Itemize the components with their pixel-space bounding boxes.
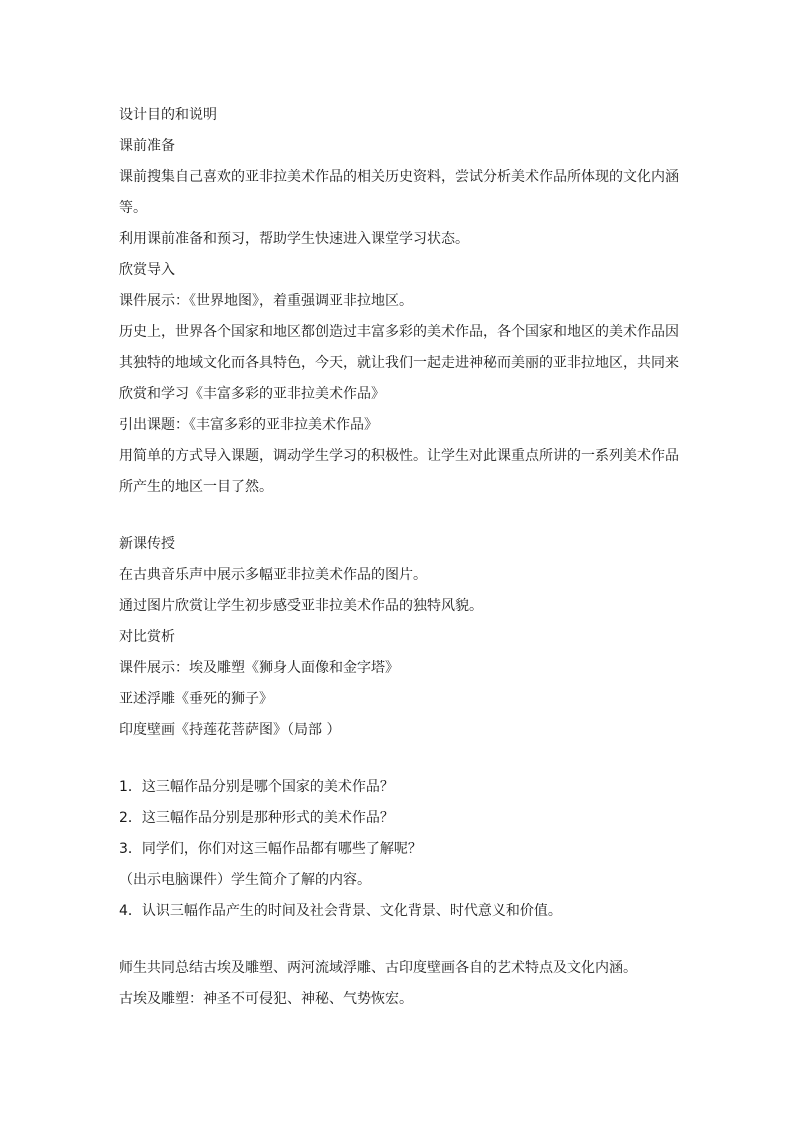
blank-line — [119, 746, 679, 772]
document-body — [119, 100, 679, 1015]
heading-new-lesson: 新课传授 — [119, 536, 175, 552]
heading-pre-class-prep: 课前准备 — [119, 138, 175, 154]
heading-comparative-analysis: 对比赏析 — [119, 629, 175, 645]
paragraph-line: 印度壁画《持莲花菩萨图》（局部 ） — [119, 722, 341, 738]
paragraph-line: 引出课题：《丰富多彩的亚非拉美术作品》 — [119, 417, 378, 433]
heading-appreciation-intro: 欣赏导入 — [119, 262, 175, 278]
paragraph-line: 其独特的地域文化而各具特色，今天，就让我们一起走进神秘而美丽的亚非拉地区，共同来 — [119, 355, 679, 371]
paragraph-line: 课件展示：埃及雕塑《狮身人面像和金字塔》 — [119, 660, 399, 676]
paragraph-line: 师生共同总结古埃及雕塑、两河流域浮雕、古印度壁画各自的艺术特点及文化内涵。 — [119, 960, 637, 976]
heading-design-purpose: 设计目的和说明 — [119, 107, 217, 123]
paragraph-line: 历史上，世界各个国家和地区都创造过丰富多彩的美术作品，各个国家和地区的美术作品因 — [119, 324, 679, 340]
paragraph-line: 亚述浮雕《垂死的狮子》 — [119, 691, 273, 707]
paragraph-line: 通过图片欣赏让学生初步感受亚非拉美术作品的独特风貌。 — [119, 598, 483, 614]
blank-line — [119, 927, 679, 953]
paragraph-line: 用简单的方式导入课题，调动学生学习的积极性。让学生对此课重点所讲的一系列美术作品 — [119, 448, 679, 464]
paragraph-line: 所产生的地区一目了然。 — [119, 479, 273, 495]
blank-line — [119, 503, 679, 529]
question-item: 1．这三幅作品分别是哪个国家的美术作品？ — [119, 779, 394, 795]
question-item: 3．同学们，你们对这三幅作品都有哪些了解呢？ — [119, 841, 422, 857]
paragraph-line: 欣赏和学习《丰富多彩的亚非拉美术作品》 — [119, 386, 385, 402]
question-item: 2．这三幅作品分别是那种形式的美术作品？ — [119, 810, 394, 826]
question-item: 4．认识三幅作品产生的时间及社会背景、文化背景、时代意义和价值。 — [119, 903, 562, 919]
paragraph-line: 古埃及雕塑：神圣不可侵犯、神秘、气势恢宏。 — [119, 991, 413, 1007]
paragraph-line: 在古典音乐声中展示多幅亚非拉美术作品的图片。 — [119, 567, 427, 583]
paragraph-line: 课件展示：《世界地图》，着重强调亚非拉地区。 — [119, 293, 413, 309]
paragraph-line: 等。 — [119, 200, 147, 216]
paragraph-line: 课前搜集自己喜欢的亚非拉美术作品的相关历史资料，尝试分析美术作品所体现的文化内涵 — [119, 169, 679, 185]
paragraph-line: （出示电脑课件）学生简介了解的内容。 — [119, 872, 371, 888]
paragraph-line: 利用课前准备和预习，帮助学生快速进入课堂学习状态。 — [119, 231, 469, 247]
